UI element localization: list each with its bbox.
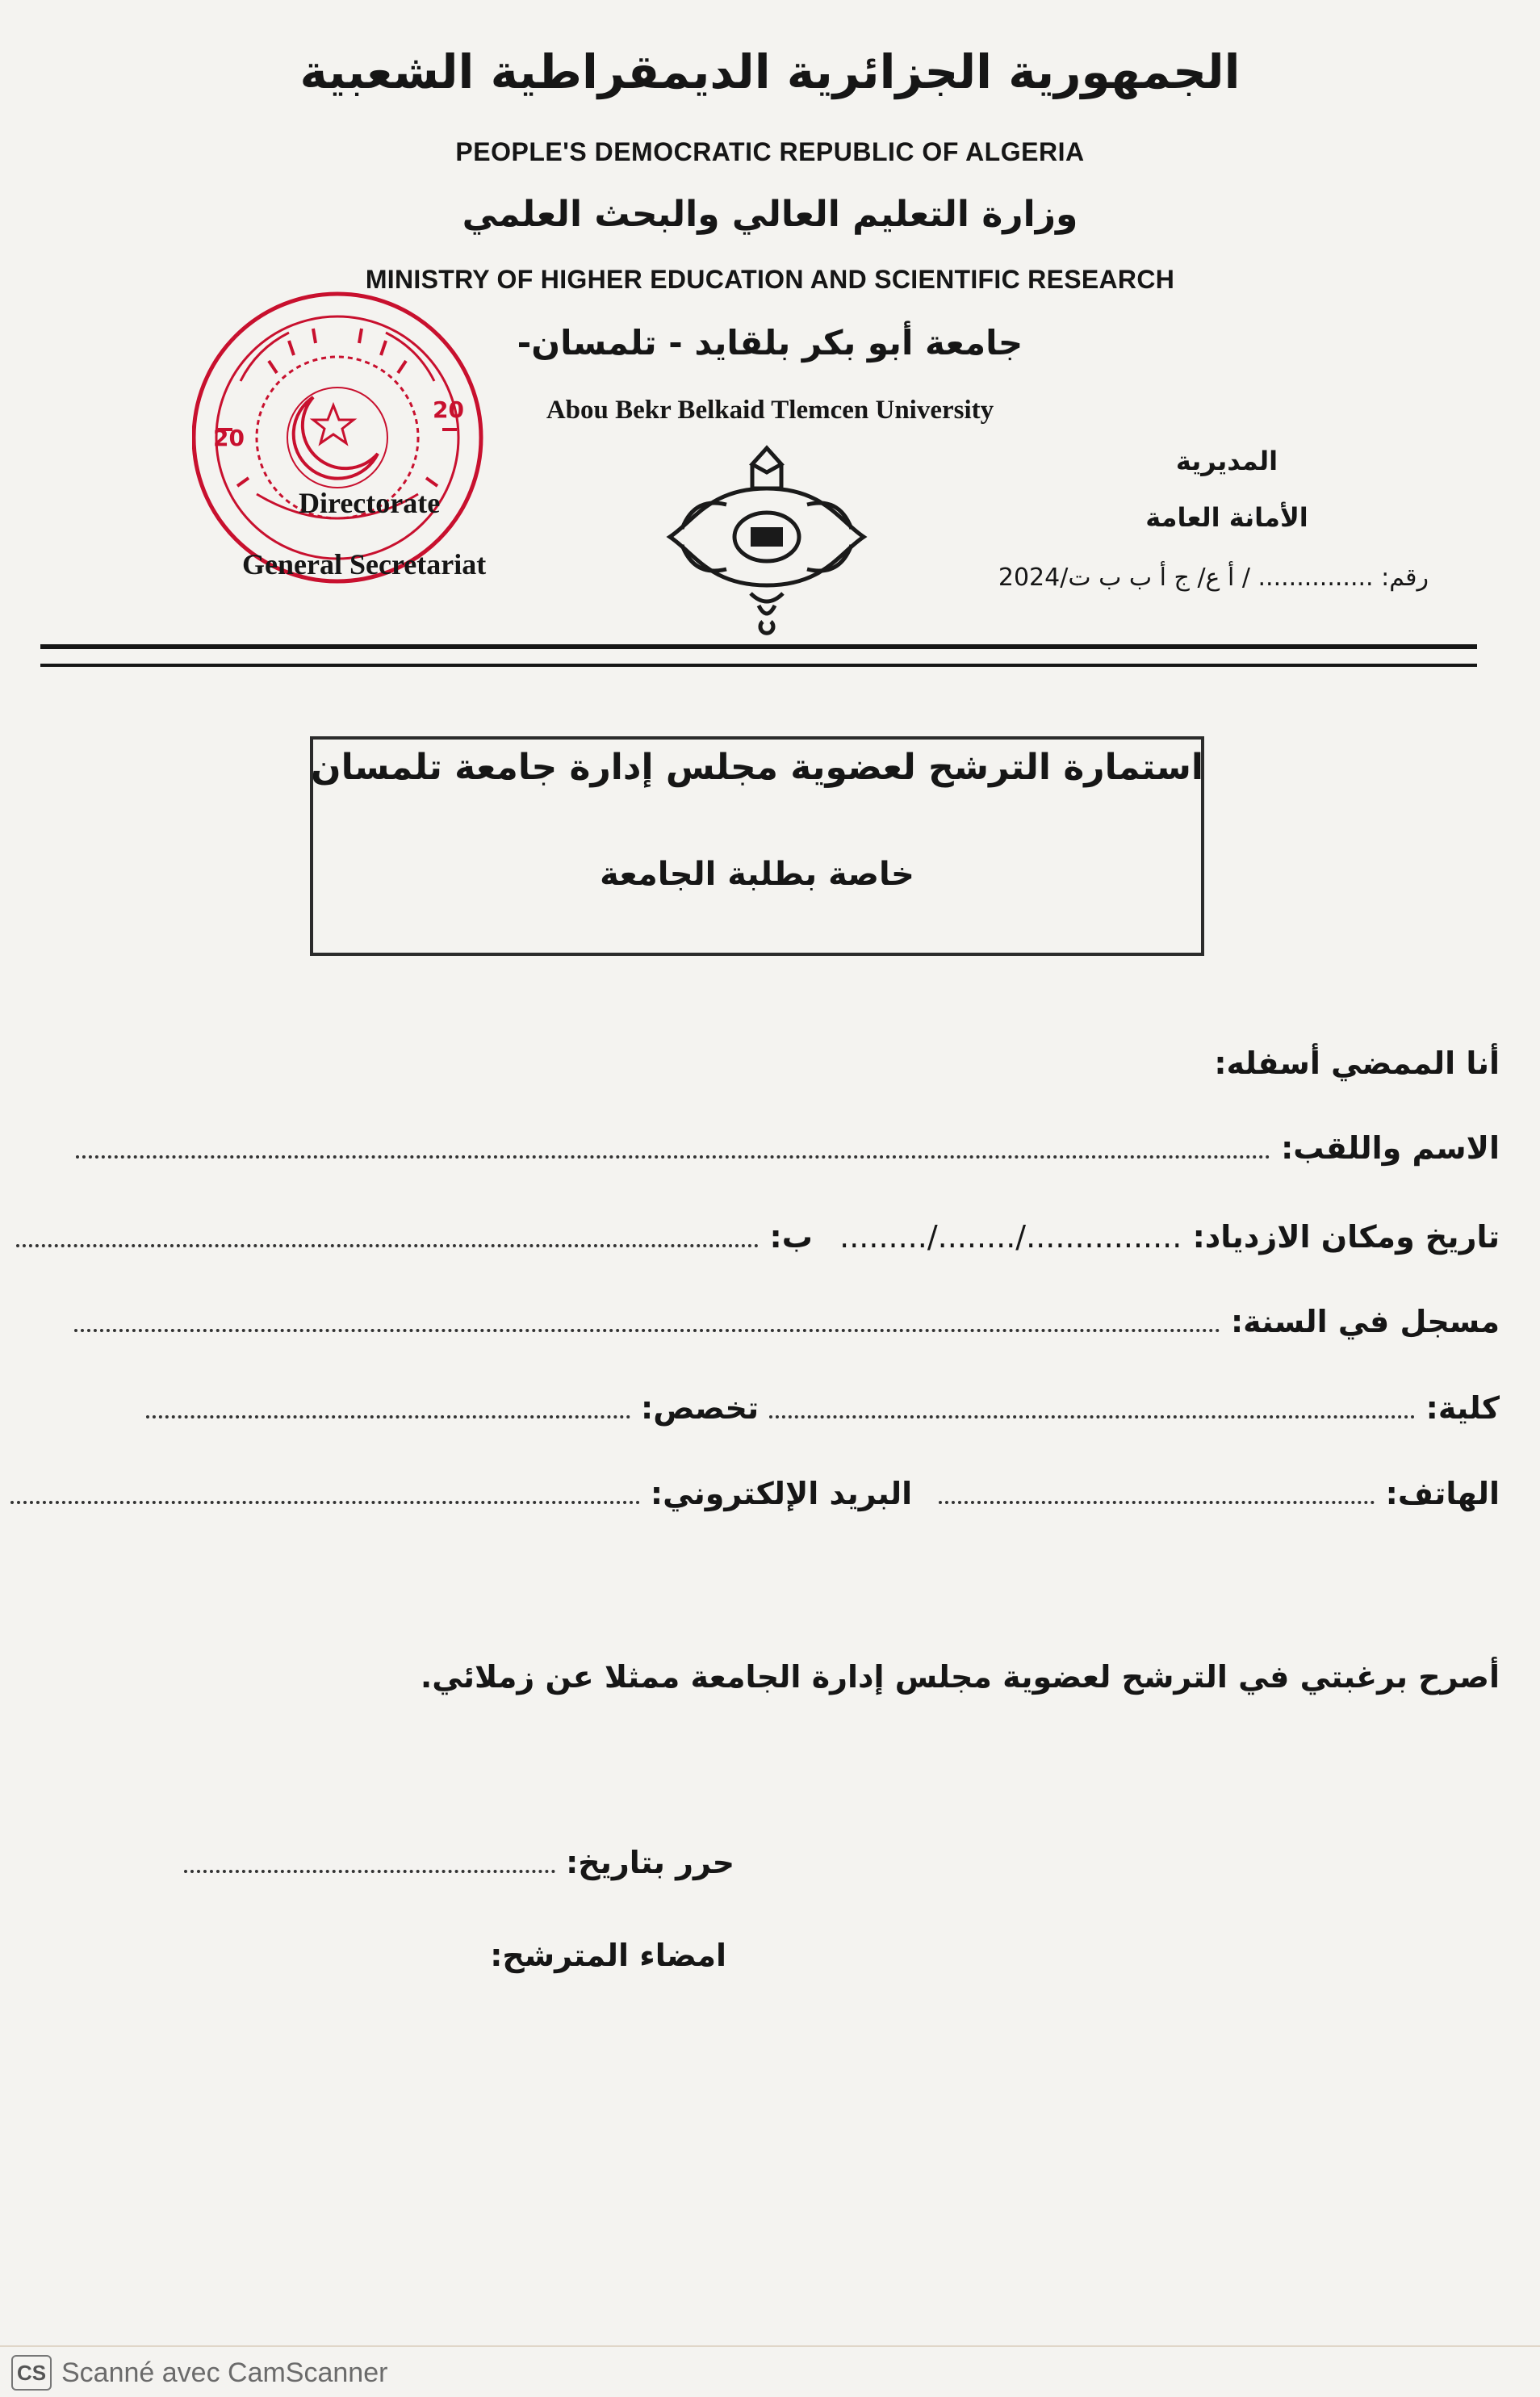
university-logo-icon bbox=[662, 440, 872, 638]
camscanner-watermark-text: Scanné avec CamScanner bbox=[61, 2357, 388, 2388]
undersigned-label: أنا الممضي أسفله: bbox=[1214, 1046, 1500, 1081]
phone-label: الهاتف: bbox=[1385, 1476, 1500, 1511]
phone-field[interactable] bbox=[939, 1483, 1375, 1504]
year-row bbox=[95, 1304, 1500, 1339]
email-label: البريد الإلكتروني: bbox=[650, 1476, 913, 1511]
camscanner-logo: CS bbox=[11, 2355, 52, 2391]
footer-divider bbox=[0, 2345, 1540, 2347]
name-label: الاسم واللقب: bbox=[1281, 1130, 1500, 1166]
email-field[interactable] bbox=[10, 1483, 640, 1504]
name-row bbox=[95, 1130, 1500, 1166]
birth-place-label: ب: bbox=[769, 1219, 813, 1255]
done-at-field[interactable] bbox=[184, 1852, 555, 1873]
faculty-label: كلية: bbox=[1425, 1390, 1500, 1426]
year-field[interactable] bbox=[74, 1311, 1220, 1332]
form-title: استمارة الترشح لعضوية مجلس إدارة جامعة تلمسان bbox=[311, 747, 1203, 788]
ministry-title-en: MINISTRY OF HIGHER EDUCATION AND SCIENTIFIC RESEARCH bbox=[365, 265, 1175, 294]
name-field[interactable] bbox=[76, 1138, 1270, 1159]
done-at-row bbox=[202, 1845, 734, 1880]
directorate-label-en: Directorate bbox=[299, 487, 441, 519]
phone-row bbox=[95, 1476, 1500, 1511]
year-label: مسجل في السنة: bbox=[1230, 1304, 1500, 1339]
birth-row bbox=[95, 1219, 1500, 1255]
svg-text:20: 20 bbox=[433, 396, 464, 423]
header-divider-thick bbox=[40, 644, 1477, 649]
done-at-label: حرر بتاريخ: bbox=[566, 1845, 734, 1880]
faculty-field[interactable] bbox=[769, 1398, 1415, 1419]
header-divider-thin bbox=[40, 664, 1477, 667]
speciality-label: تخصص: bbox=[641, 1390, 760, 1426]
directorate-label-ar: المديرية bbox=[1175, 446, 1278, 476]
country-title-ar: الجمهورية الجزائرية الديمقراطية الشعبية bbox=[299, 44, 1241, 99]
ministry-title-ar: وزارة التعليم العالي والبحث العلمي bbox=[462, 194, 1078, 235]
general-secretariat-label-en: General Secretariat bbox=[242, 548, 487, 580]
reference-number: رقم: ............... / أ ع/ ج أ ب ب ت/2024 bbox=[998, 564, 1429, 592]
university-name-en: Abou Bekr Belkaid Tlemcen University bbox=[546, 396, 994, 425]
birth-date-field[interactable]: ........./......../................ bbox=[839, 1219, 1182, 1255]
declaration-text: أصرح برغبتي في الترشح لعضوية مجلس إدارة الجامعة ممثلا عن زملائي. bbox=[420, 1659, 1500, 1695]
svg-text:20: 20 bbox=[213, 425, 245, 451]
general-secretariat-label-ar: الأمانة العامة bbox=[1145, 502, 1308, 533]
form-subtitle: خاصة بطلبة الجامعة bbox=[600, 856, 914, 893]
birth-label: تاريخ ومكان الازدياد: bbox=[1192, 1219, 1500, 1255]
country-title-en: PEOPLE'S DEMOCRATIC REPUBLIC OF ALGERIA bbox=[455, 137, 1085, 166]
birth-place-field[interactable] bbox=[16, 1226, 759, 1247]
faculty-row bbox=[95, 1390, 1500, 1426]
speciality-field[interactable] bbox=[146, 1398, 630, 1419]
university-name-ar: جامعة أبو بكر بلقايد - تلمسان- bbox=[517, 323, 1023, 362]
signature-label: امضاء المترشح: bbox=[490, 1938, 726, 1973]
